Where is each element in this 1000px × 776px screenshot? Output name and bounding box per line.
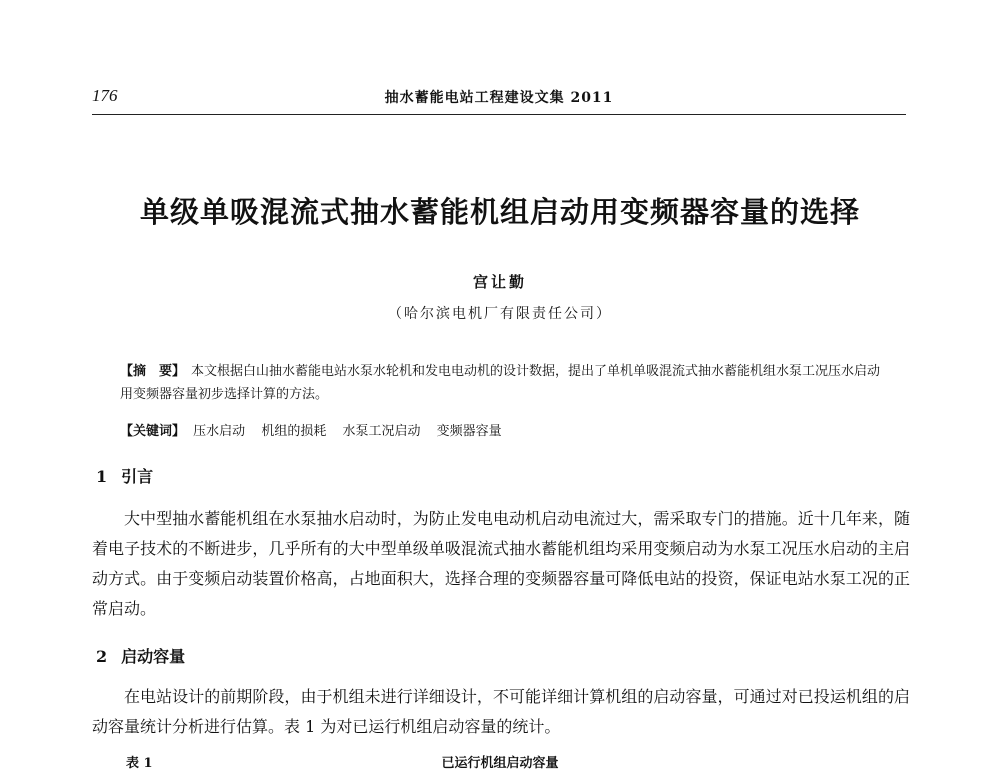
keyword: 机组的损耗	[261, 424, 327, 439]
keyword: 变频器容量	[436, 424, 502, 439]
page-number: 176	[92, 86, 118, 105]
author-affiliation: （哈尔滨电机厂有限责任公司）	[388, 306, 612, 322]
body-paragraph: 在电站设计的前期阶段，由于机组未进行详细设计，不可能详细计算机组的启动容量，可通过对已投运机组的启动容量统计分析进行估算。表 1 为对已运行机组启动容量的统计。	[92, 687, 910, 736]
section-number: 1	[96, 467, 108, 486]
table-label: 表 1	[126, 756, 153, 771]
keyword: 压水启动	[193, 424, 246, 439]
section-number: 2	[96, 647, 108, 666]
section-title: 引言	[121, 467, 154, 486]
paper-title: 单级单吸混流式抽水蓄能机组启动用变频器容量的选择	[139, 195, 860, 229]
keywords	[120, 420, 890, 439]
section-title: 启动容量	[121, 647, 186, 666]
keyword: 水泵工况启动	[342, 424, 421, 439]
section-heading-introduction	[96, 464, 153, 487]
author-name: 宫让勤	[472, 273, 527, 291]
abstract	[120, 360, 890, 406]
journal-title: 抽水蓄能电站工程建设文集 2011	[384, 90, 614, 106]
abstract-label: 【摘 要】	[120, 364, 186, 379]
body-paragraph: 大中型抽水蓄能机组在水泵抽水启动时，为防止发电电动机启动电流过大，需采取专门的措施。近十几年来，随着电子技术的不断进步，几乎所有的大中型单级单吸混流式抽水蓄能机组均采用变频启动为水泵工况压水启动的主启动方式。由于变频启动装置价格高，占地面积大，选择合理的变频器容量可降低电站的投资，保证电站水泵工况的正常启动。	[92, 509, 910, 618]
running-header	[92, 84, 906, 115]
abstract-text: 本文根据白山抽水蓄能电站水泵水轮机和发电电动机的设计数据，提出了单机单吸混流式抽水蓄能机组水泵工况压水启动用变频器容量初步选择计算的方法。	[120, 364, 881, 402]
section-heading-start-capacity	[96, 644, 185, 667]
keywords-label: 【关键词】	[120, 424, 186, 439]
table-title: 已运行机组启动容量	[441, 756, 559, 771]
